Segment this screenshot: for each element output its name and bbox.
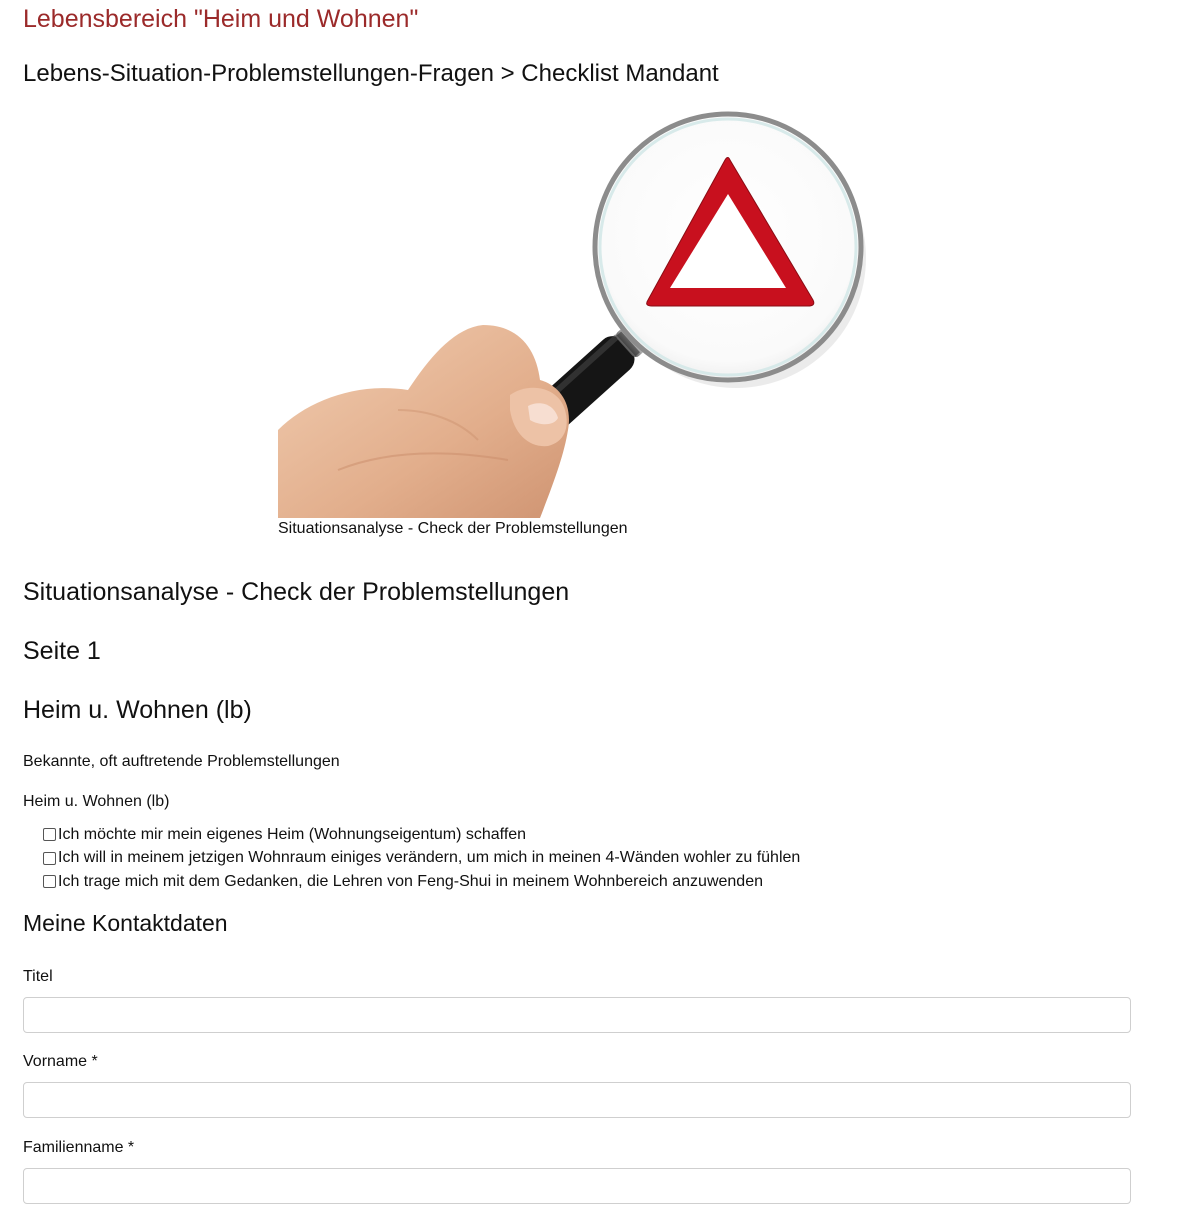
checkbox[interactable] [43, 875, 56, 888]
checkbox-option-wohnraum[interactable] [42, 847, 800, 871]
familienname-input[interactable] [23, 1168, 1131, 1204]
titel-input[interactable] [23, 997, 1131, 1033]
checkbox-group-label: Heim u. Wohnen (lb) [23, 793, 170, 810]
familienname-label: Familienname * [23, 1139, 135, 1156]
page-title: Lebensbereich "Heim und Wohnen" [23, 5, 419, 33]
page-number-heading: Seite 1 [23, 637, 101, 665]
titel-label: Titel [23, 968, 53, 985]
magnifier-warning-illustration [278, 110, 878, 518]
hero-image [278, 110, 878, 518]
checkbox-label[interactable]: Ich möchte mir mein eigenes Heim (Wohnungseigentum) schaffen [58, 825, 527, 843]
checkbox[interactable] [43, 828, 56, 841]
checkbox-option-eigenheim[interactable] [42, 823, 800, 847]
checkbox[interactable] [43, 852, 56, 865]
image-caption: Situationsanalyse - Check der Problemstellungen [278, 520, 628, 537]
category-heading: Heim u. Wohnen (lb) [23, 696, 252, 724]
form-title: Situationsanalyse - Check der Problemstellungen [23, 578, 570, 606]
vorname-input[interactable] [23, 1082, 1131, 1118]
checkbox-label[interactable]: Ich will in meinem jetzigen Wohnraum einiges verändern, um mich in meinen 4-Wänden wohler zu fühlen [58, 849, 801, 867]
contact-heading: Meine Kontaktdaten [23, 910, 228, 936]
checkbox-label[interactable]: Ich trage mich mit dem Gedanken, die Lehren von Feng-Shui in meinem Wohnbereich anzuwenden [58, 872, 763, 890]
vorname-label: Vorname * [23, 1053, 98, 1070]
checkbox-option-feng-shui[interactable] [42, 870, 800, 894]
intro-text: Bekannte, oft auftretende Problemstellungen [23, 753, 340, 770]
breadcrumb: Lebens-Situation-Problemstellungen-Fragen > Checklist Mandant [23, 60, 719, 87]
checkbox-group [42, 823, 800, 894]
